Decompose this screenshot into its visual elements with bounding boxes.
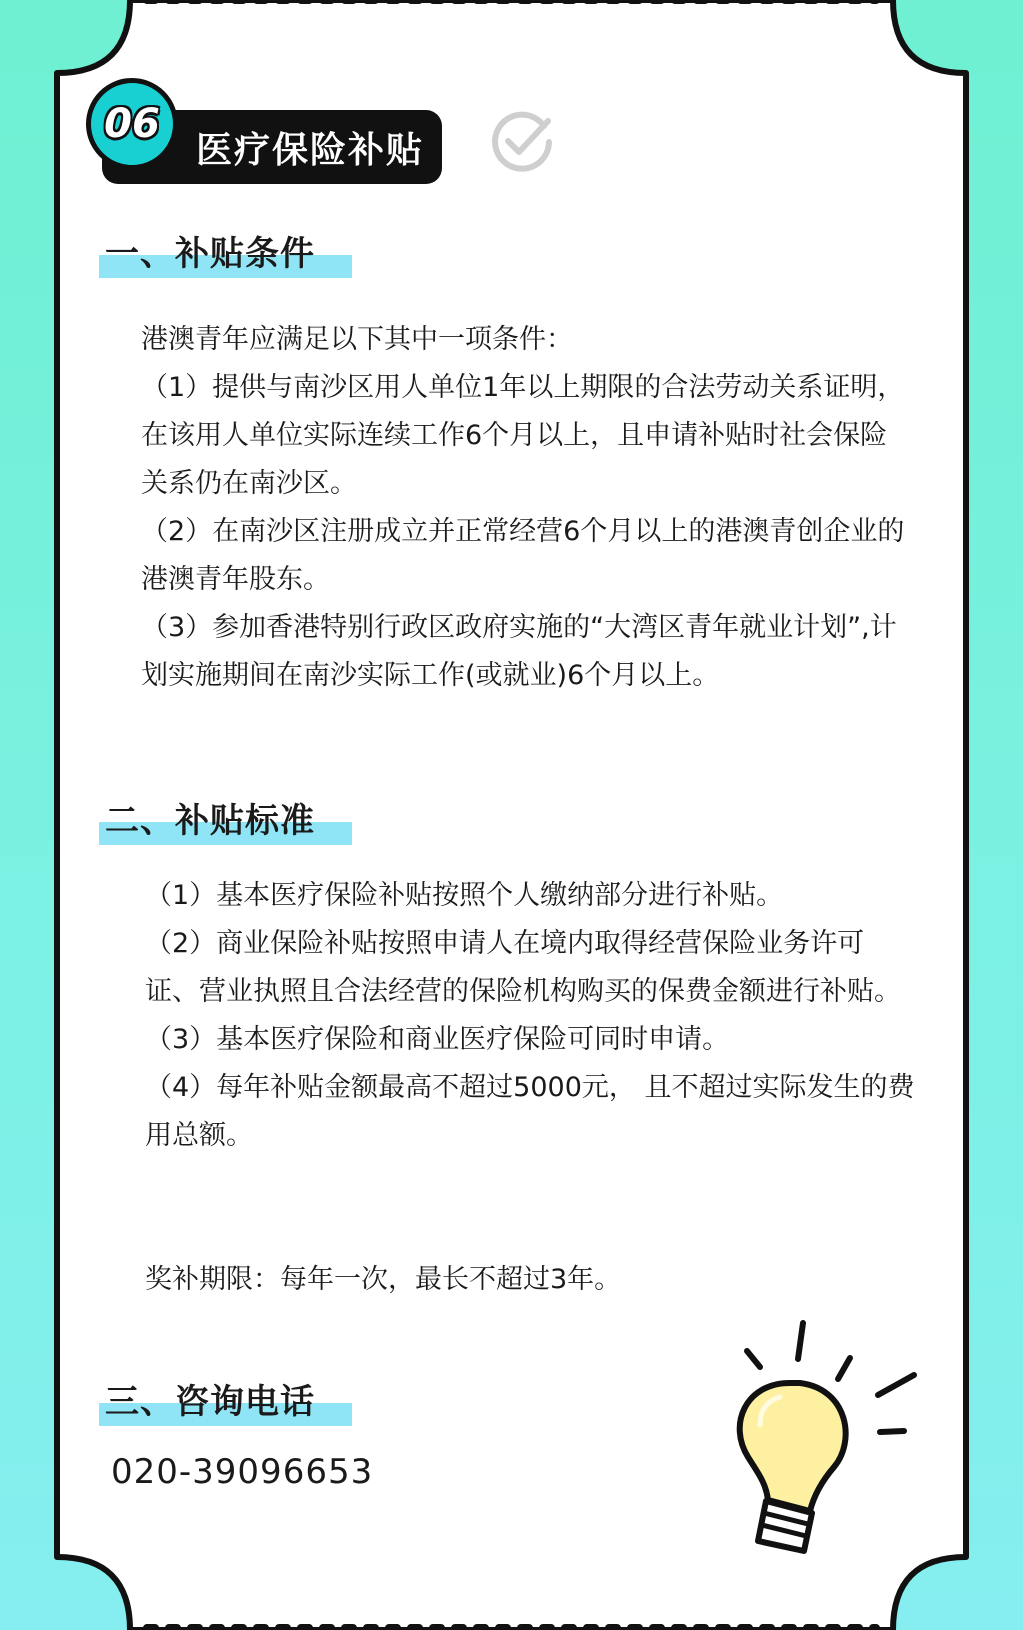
phone-number[interactable]: 020-39096653 bbox=[111, 1452, 374, 1492]
subsidy-period-note: 奖补期限：每年一次，最长不超过3年。 bbox=[145, 1264, 622, 1295]
section-title: 三、咨询电话 bbox=[105, 1382, 315, 1422]
section-title: 二、补贴标准 bbox=[105, 801, 315, 841]
section-title: 一、补贴条件 bbox=[105, 234, 315, 274]
conditions-text bbox=[141, 316, 911, 700]
paragraph: （3）参加香港特别行政区政府实施的“大湾区青年就业计划”,计划实施期间在南沙实际工作(或就业)6个月以上。 bbox=[141, 612, 897, 691]
section-number: 06 bbox=[104, 101, 160, 147]
lightbulb-icon bbox=[730, 1315, 930, 1565]
paragraph: （2）在南沙区注册成立并正常经营6个月以上的港澳青创企业的港澳青年股东。 bbox=[141, 516, 905, 595]
paragraph: （1）提供与南沙区用人单位1年以上期限的合法劳动关系证明， 在该用人单位实际连续工作6个月以上，且申请补贴时社会保险关系仍在南沙区。 bbox=[141, 372, 905, 499]
standards-text bbox=[145, 872, 915, 1160]
section-number-badge bbox=[86, 78, 178, 170]
paragraph: 港澳青年应满足以下其中一项条件： bbox=[141, 324, 573, 355]
paragraph: （1）基本医疗保险补贴按照个人缴纳部分进行补贴。 bbox=[145, 880, 784, 911]
page-title: 医疗保险补贴 bbox=[196, 130, 425, 171]
paragraph: （4）每年补贴金额最高不超过5000元， 且不超过实际发生的费用总额。 bbox=[145, 1072, 915, 1151]
paragraph: （3）基本医疗保险和商业医疗保险可同时申请。 bbox=[145, 1024, 730, 1055]
check-circle-icon bbox=[488, 108, 556, 176]
paragraph: （2）商业保险补贴按照申请人在境内取得经营保险业务许可证、营业执照且合法经营的保险机构购买的保费金额进行补贴。 bbox=[145, 928, 901, 1007]
